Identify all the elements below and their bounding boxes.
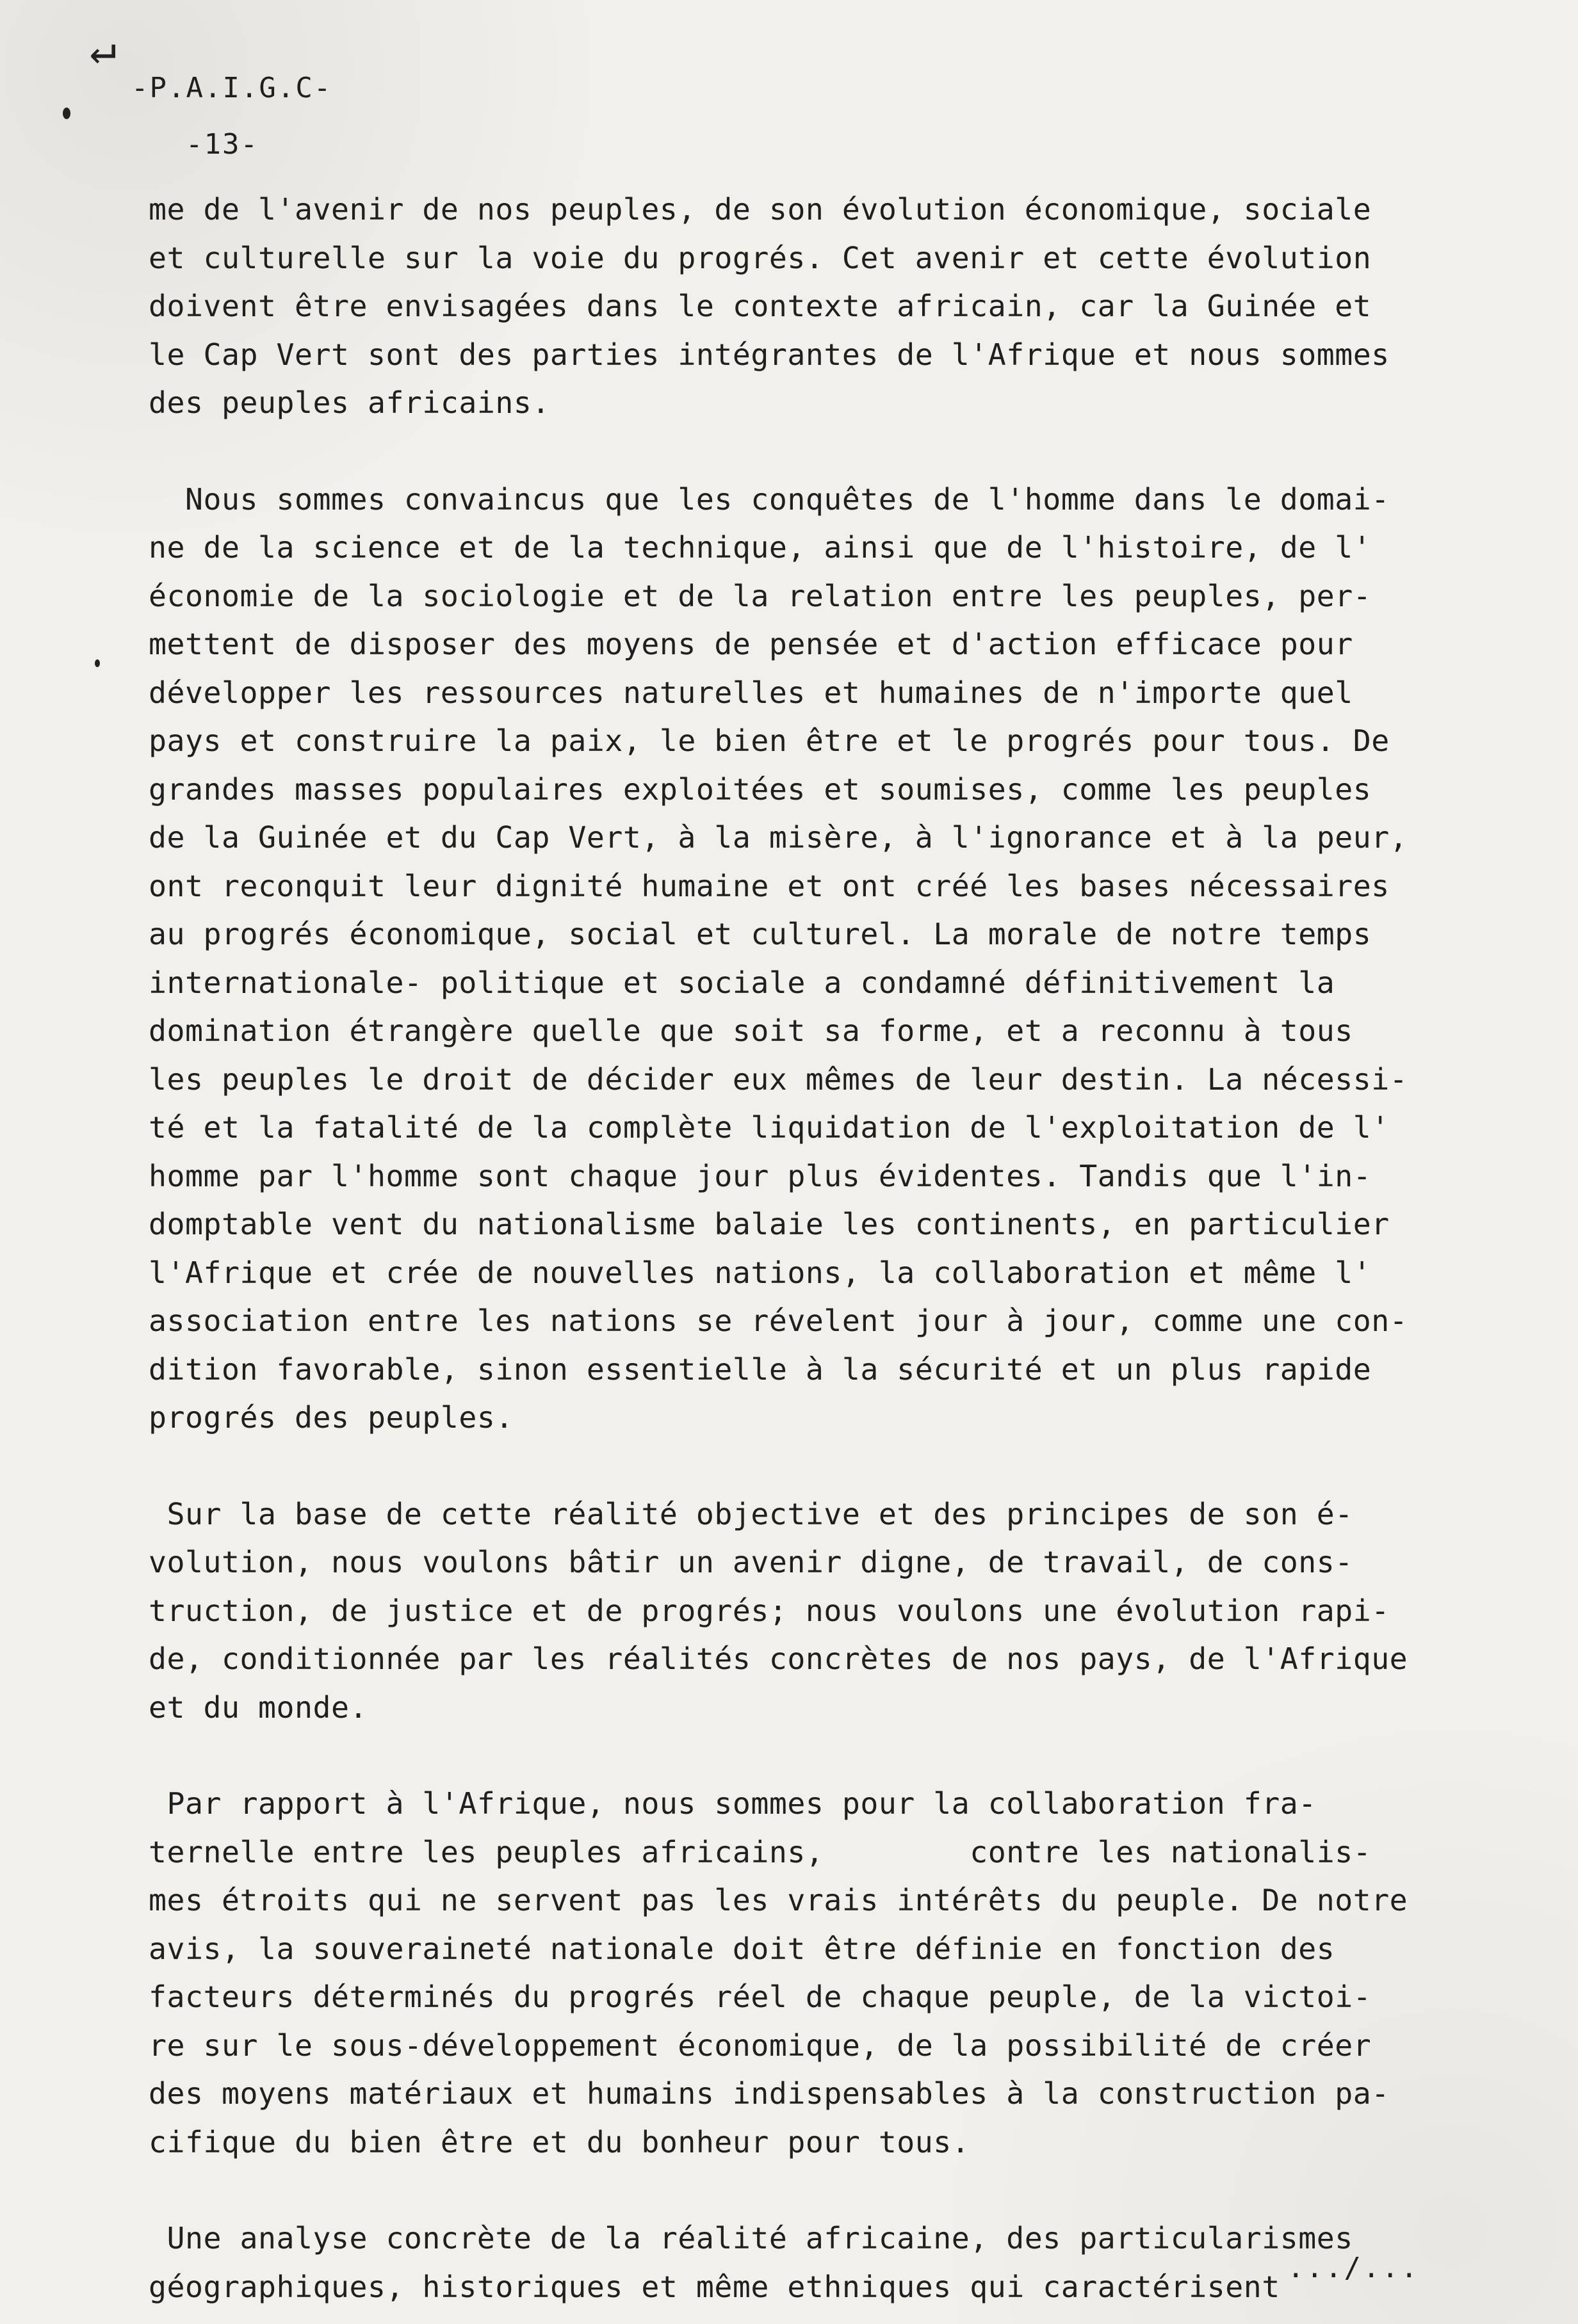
text-line: mettent de disposer des moyens de pensée et d'action efficace pour	[149, 627, 1353, 661]
text-line: les peuples le droit de décider eux mêmes de leur destin. La nécessi-	[149, 1061, 1408, 1097]
text-line: des peuples africains.	[149, 385, 550, 420]
text-line: Nous sommes convaincus que les conquêtes de l'homme dans le domai-	[149, 481, 1390, 517]
text-line: volution, nous voulons bâtir un avenir digne, de travail, de cons-	[149, 1545, 1353, 1579]
text-line: mes étroits qui ne servent pas les vrais intérêts du peuple. De notre	[149, 1883, 1408, 1917]
ink-spot-icon	[63, 108, 70, 119]
ink-spot-icon	[95, 659, 100, 667]
paragraph-gap	[149, 428, 1532, 476]
paragraph-gap	[149, 1442, 1532, 1490]
text-line: Par rapport à l'Afrique, nous sommes pour la collaboration fra-	[149, 1786, 1317, 1821]
text-line: progrés des peuples.	[149, 1400, 514, 1435]
text-line: ternelle entre les peuples africains, contre les nationalis-	[149, 1834, 1372, 1869]
text-line: avis, la souveraineté nationale doit être définie en fonction des	[149, 1931, 1335, 1966]
text-line: ne de la science et de la technique, ainsi que de l'histoire, de l'	[149, 530, 1372, 565]
text-line: de la Guinée et du Cap Vert, à la misère, à l'ignorance et à la peur,	[149, 820, 1408, 855]
text-line: Une analyse concrète de la réalité africaine, des particularismes	[149, 2221, 1353, 2255]
text-line: cifique du bien être et du bonheur pour tous.	[149, 2124, 970, 2159]
text-line: géographiques, historiques et même ethniques qui caractérisent	[149, 2269, 1280, 2304]
paragraph-gap	[149, 2167, 1532, 2215]
text-line: domination étrangère quelle que soit sa forme, et a reconnu à tous	[149, 1013, 1353, 1048]
text-line: re sur le sous-développement économique, de la possibilité de créer	[149, 2028, 1372, 2063]
text-line: té et la fatalité de la complète liquidation de l'exploitation de l'	[149, 1110, 1390, 1145]
text-line: et culturelle sur la voie du progrés. Cet avenir et cette évolution	[149, 240, 1372, 275]
text-line: domptable vent du nationalisme balaie les continents, en particulier	[149, 1207, 1390, 1241]
text-line: internationale- politique et sociale a condamné définitivement la	[149, 965, 1335, 1000]
text-line: Sur la base de cette réalité objective et des principes de son é-	[149, 1496, 1353, 1531]
text-line: dition favorable, sinon essentielle à la sécurité et un plus rapide	[149, 1352, 1372, 1387]
text-line: homme par l'homme sont chaque jour plus évidentes. Tandis que l'in-	[149, 1158, 1372, 1193]
text-line: pays et construire la paix, le bien être et le progrés pour tous. De	[149, 723, 1390, 758]
paragraph-gap	[149, 1732, 1532, 1780]
text-line: au progrés économique, social et culturel. La morale de notre temps	[149, 917, 1372, 951]
document-header: -P.A.I.G.C-	[131, 72, 332, 104]
text-line: grandes masses populaires exploitées et soumises, comme les peuples	[149, 771, 1372, 807]
handwritten-mark-icon: ↵	[90, 22, 117, 74]
text-line: le Cap Vert sont des parties intégrantes de l'Afrique et nous sommes	[149, 337, 1390, 372]
continuation-mark: .../...	[1287, 2252, 1420, 2284]
text-line: et du monde.	[149, 1690, 368, 1725]
text-line: de, conditionnée par les réalités concrètes de nos pays, de l'Afrique	[149, 1642, 1408, 1676]
text-line: doivent être envisagées dans le contexte africain, car la Guinée et	[149, 289, 1372, 323]
text-line: ont reconquit leur dignité humaine et ont créé les bases nécessaires	[149, 868, 1390, 903]
text-line: truction, de justice et de progrés; nous voulons une évolution rapi-	[149, 1593, 1390, 1628]
text-line: des moyens matériaux et humains indispensables à la construction pa-	[149, 2076, 1390, 2111]
document-body	[149, 186, 1532, 2311]
text-line: me de l'avenir de nos peuples, de son évolution économique, sociale	[149, 192, 1372, 227]
text-line: association entre les nations se révelent jour à jour, comme une con-	[149, 1303, 1408, 1338]
text-line: l'Afrique et crée de nouvelles nations, la collaboration et même l'	[149, 1255, 1372, 1290]
text-line: développer les ressources naturelles et humaines de n'importe quel	[149, 675, 1353, 710]
page-number: -13-	[186, 128, 259, 161]
text-line: facteurs déterminés du progrés réel de chaque peuple, de la victoi-	[149, 1980, 1372, 2014]
text-line: économie de la sociologie et de la relation entre les peuples, per-	[149, 578, 1372, 613]
